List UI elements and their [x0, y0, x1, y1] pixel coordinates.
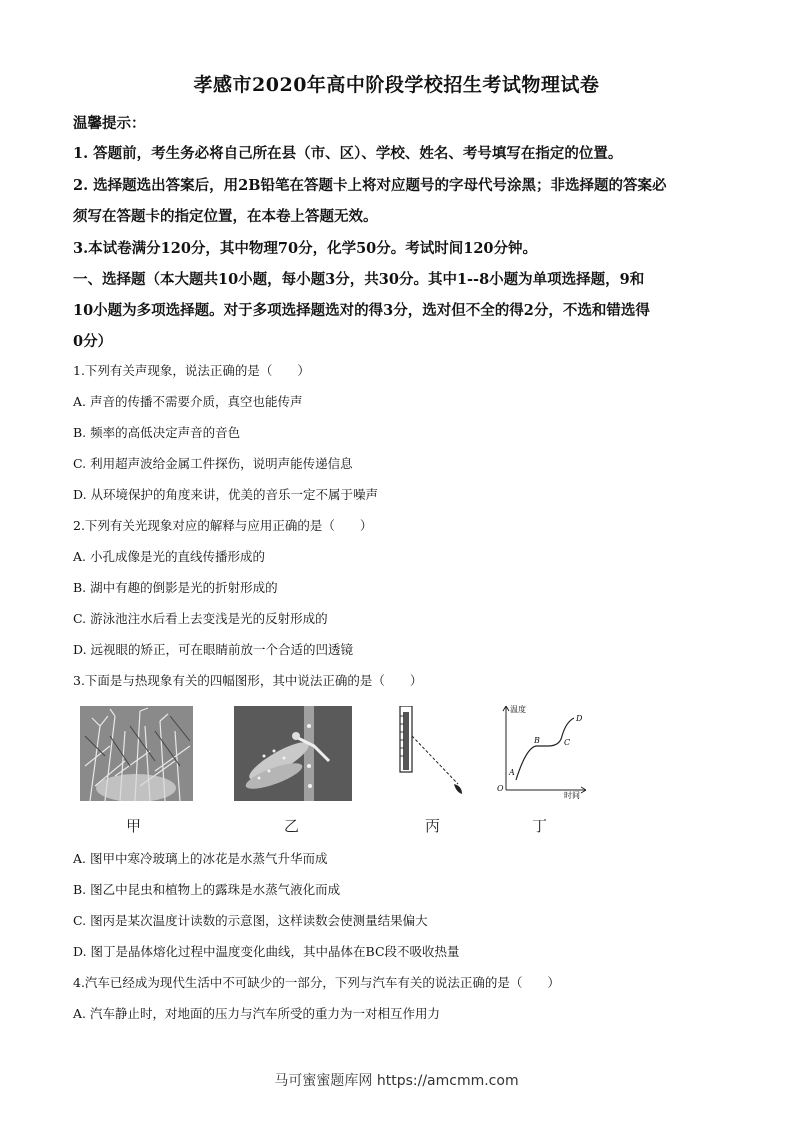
option-item: B. 湖中有趣的倒影是光的折射形成的 [73, 580, 278, 595]
melting-curve-graph [490, 702, 590, 804]
question-stem: 4.汽车已经成为现代生活中不可缺少的一部分，下列与汽车有关的说法正确的是（ ） [73, 975, 560, 990]
option-item: A. 汽车静止时，对地面的压力与汽车所受的重力为一对相互作用力 [73, 1006, 440, 1021]
figure-caption: 甲 [126, 817, 142, 835]
option-item: A. 声音的传播不需要介质，真空也能传声 [73, 394, 303, 409]
graph-point-label: C [564, 738, 571, 747]
thermometer-diagram [392, 706, 472, 801]
figure-caption: 丁 [532, 817, 548, 835]
notice-heading: 温馨提示： [73, 115, 146, 132]
notice-item: 2. 选择题选出答案后，用2B铅笔在答题卡上将对应题号的字母代号涂黑；非选择题的答案必 [73, 177, 667, 194]
notice-item: 须写在答题卡的指定位置，在本卷上答题无效。 [73, 208, 378, 225]
graph-origin: O [497, 784, 504, 793]
section-heading: 0分） [73, 333, 113, 350]
option-item: A. 图甲中寒冷玻璃上的冰花是水蒸气升华而成 [73, 851, 328, 866]
frost-photo [80, 706, 193, 801]
question-stem: 2.下列有关光现象对应的解释与应用正确的是（ ） [73, 518, 373, 533]
graph-point-label: A [509, 768, 515, 777]
option-item: C. 游泳池注水后看上去变浅是光的反射形成的 [73, 611, 328, 626]
notice-item: 3.本试卷满分120分，其中物理70分，化学50分。考试时间120分钟。 [73, 240, 538, 257]
option-item: D. 远视眼的矫正，可在眼睛前放一个合适的凹透镜 [73, 642, 354, 657]
option-item: D. 从环境保护的角度来讲，优美的音乐一定不属于噪声 [73, 487, 379, 502]
figure-caption: 乙 [284, 817, 300, 835]
option-item: D. 图丁是晶体熔化过程中温度变化曲线，其中晶体在BC段不吸收热量 [73, 944, 460, 959]
section-heading: 一、选择题（本大题共10小题，每小题3分，共30分。其中1--8小题为单项选择题，9和 [73, 271, 645, 288]
option-item: C. 利用超声波给金属工件探伤，说明声能传递信息 [73, 456, 353, 471]
option-item: B. 图乙中昆虫和植物上的露珠是水蒸气液化而成 [73, 882, 341, 897]
question-stem: 3.下面是与热现象有关的四幅图形，其中说法正确的是（ ） [73, 673, 423, 688]
graph-point-label: B [534, 736, 540, 745]
question-stem: 1.下列有关声现象，说法正确的是（ ） [73, 363, 310, 378]
page-footer: 马可蜜蜜题库网 https://amcmm.com [274, 1073, 519, 1089]
option-item: B. 频率的高低决定声音的音色 [73, 425, 241, 440]
page-title: 孝感市2020年高中阶段学校招生考试物理试卷 [193, 74, 600, 96]
section-heading: 10小题为多项选择题。对于多项选择题选对的得3分，选对但不全的得2分，不选和错选得 [73, 302, 650, 319]
option-item: C. 图丙是某次温度计读数的示意图，这样读数会使测量结果偏大 [73, 913, 428, 928]
figure-caption: 丙 [425, 817, 441, 835]
graph-ylabel: 温度 [510, 705, 526, 714]
option-item: A. 小孔成像是光的直线传播形成的 [73, 549, 265, 564]
graph-point-label: D [576, 714, 583, 723]
notice-item: 1. 答题前，考生务必将自己所在县（市、区）、学校、姓名、考号填写在指定的位置。 [73, 145, 623, 162]
graph-xlabel: 时间 [564, 791, 580, 800]
insect-dew-photo [234, 706, 352, 801]
